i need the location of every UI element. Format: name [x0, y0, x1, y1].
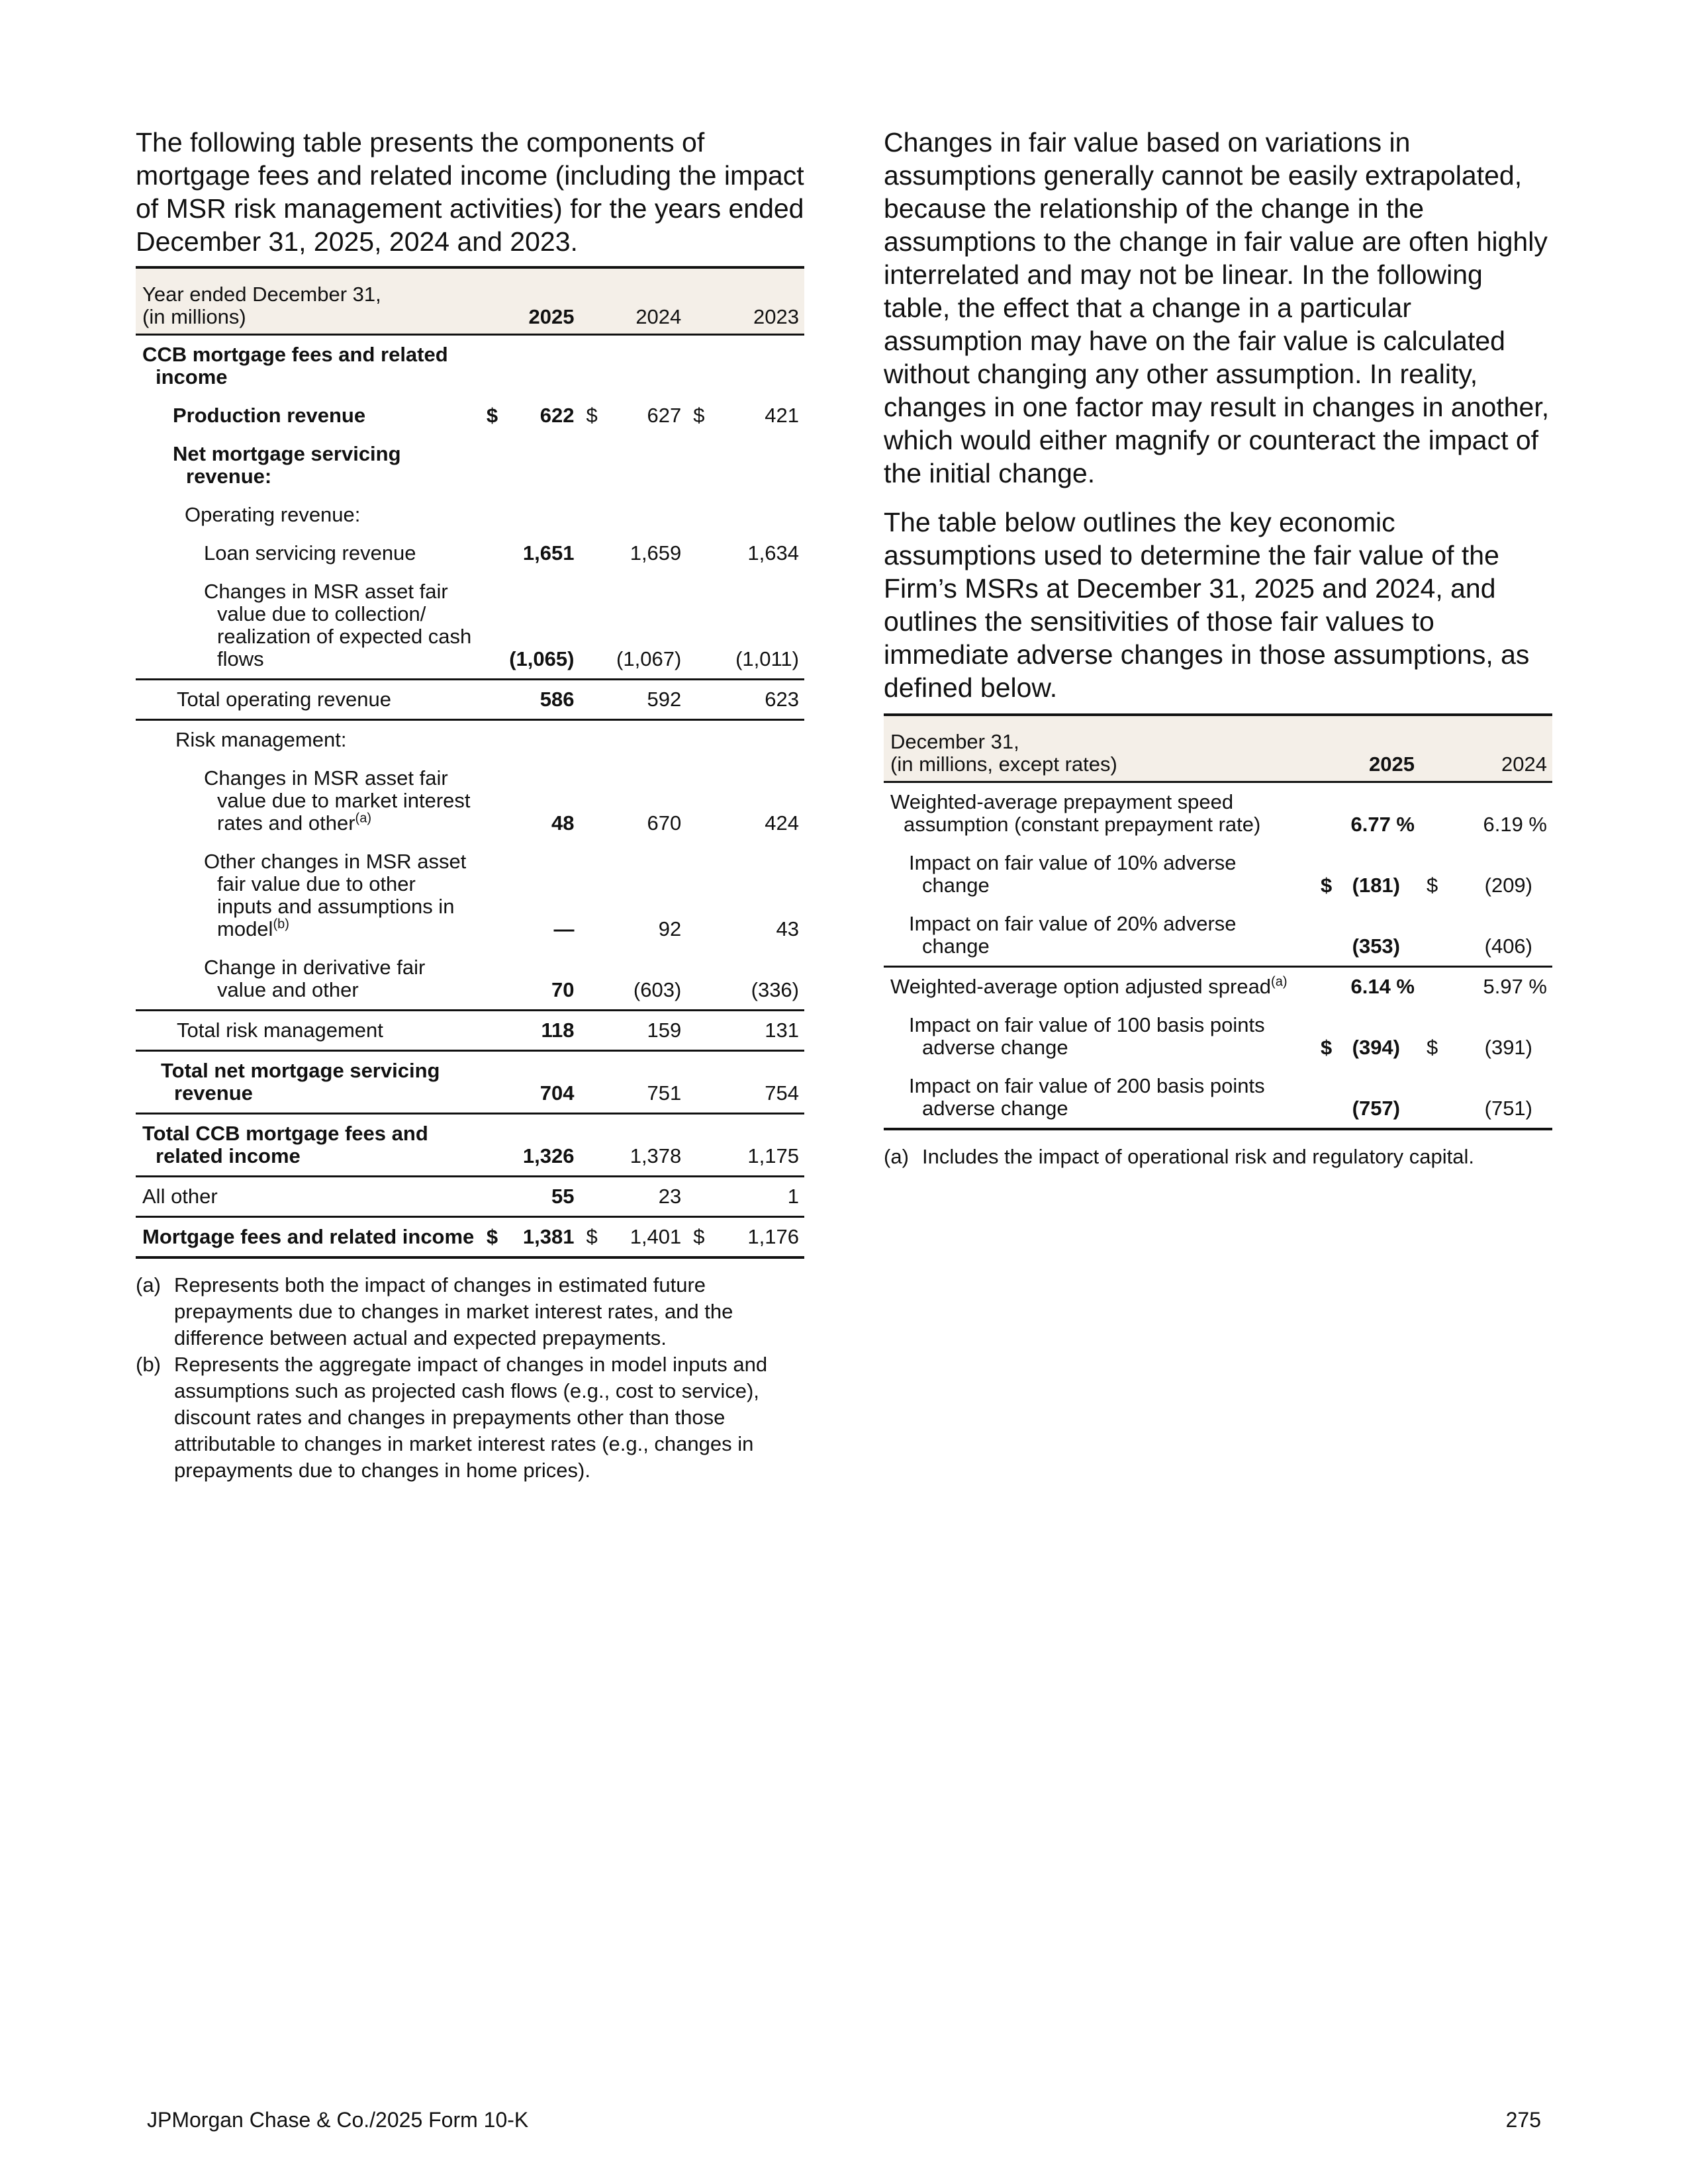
table-row: Change in derivative fair value and other 70 (603) (336) — [204, 956, 799, 1001]
table-row: Changes in MSR asset fair value due to market interest rates and other$^{(a)}$ 48 670 424 — [204, 766, 799, 835]
header-label: December 31, (in millions, except rates) — [884, 715, 1314, 782]
mortgage-fees-table — [136, 266, 804, 1259]
table-row: Total risk management 118 159 131 — [136, 1011, 804, 1051]
section-title: CCB mortgage fees and related income — [142, 343, 448, 388]
table-row: Changes in MSR asset fair value due to collection/ realization of expected cash flows (1,065) (1,067) (1,011) — [204, 580, 799, 670]
table-row: Operating revenue: — [185, 503, 361, 526]
left-column — [136, 126, 804, 1484]
table-row — [136, 335, 804, 397]
right-column — [884, 126, 1552, 1170]
table-row: Production revenue $ 622 $ 627 $ 421 — [173, 404, 799, 427]
header-year-2025: 2025 — [480, 267, 580, 335]
page-footer-title: JPMorgan Chase & Co./2025 Form 10-K — [147, 2108, 529, 2132]
right-intro-paragraph-2: The table below outlines the key economic assumptions used to determine the fair value of the Firm’s MSRs at December 31, 2025 and 2024, and outlines the sensitivities of those fair values to immediate adverse changes in those assumptions, as defined below. — [884, 507, 1530, 703]
footnote-b: (b) Represents the aggregate impact of changes in model inputs and assumptions such as projected cash flows (e.g., cost to service), discount rates and changes in prepayments other than those attributable to changes in market interest rates (e.g., changes in prepayments due to changes in home prices). — [136, 1353, 768, 1482]
table-row: Total net mortgage servicing revenue 704 751 754 — [136, 1051, 804, 1114]
table-row: Risk management: — [175, 728, 347, 751]
table-row: Impact on fair value of 20% adverse change (353) (406) — [884, 905, 1552, 967]
table-row: Impact on fair value of 200 basis points adverse change (757) (751) — [909, 1074, 1532, 1120]
table-row: All other 55 23 1 — [136, 1177, 804, 1217]
table-row: Weighted-average prepayment speed assumption (constant prepayment rate) 6.77 % 6.19 % — [890, 790, 1547, 836]
table-row: Loan servicing revenue 1,651 1,659 1,634 — [204, 541, 799, 565]
table-row: Other changes in MSR asset fair value due to other inputs and assumptions in model$^{(b)}$ — 92 43 — [204, 850, 799, 940]
right-intro-paragraph-1: Changes in fair value based on variations in assumptions generally cannot be easily extrapolated, because the relationship of the change in the assumptions to the change in fair value are often highly interrelated and may not be linear. In the following table, the effect that a change in a particular assumption may have on the fair value is calculated without changing any other assumption. In reality, changes in one factor may result in changes in another, which would either magnify or counteract the impact of the initial change. — [884, 127, 1550, 488]
table-row: Total operating revenue 586 592 623 — [136, 680, 804, 720]
table-row: Total CCB mortgage fees and related income 1,326 1,378 1,175 — [136, 1114, 804, 1177]
table-row: Mortgage fees and related income $ 1,381 $ 1,401 $ 1,176 — [142, 1225, 799, 1248]
table-header-row — [136, 267, 804, 335]
right-footnote: (a) Includes the impact of operational risk and regulatory capital. — [884, 1145, 1475, 1168]
table-row: Impact on fair value of 100 basis points adverse change $ (394) $ (391) — [909, 1013, 1532, 1059]
table-header-row — [884, 715, 1552, 782]
footnote-a: (a) Represents both the impact of changes in estimated future prepayments due to changes in market interest rates, and the difference between actual and expected prepayments. — [136, 1273, 733, 1349]
header-label: Year ended December 31, (in millions) — [136, 267, 480, 335]
header-year-2023: 2023 — [686, 267, 804, 335]
table-row: Net mortgage servicing revenue: — [173, 442, 401, 488]
left-intro-paragraph: The following table presents the components of mortgage fees and related income (including the impact of MSR risk management activities) for the years ended December 31, 2025, 2024 and 2023. — [136, 127, 804, 257]
table-row: Weighted-average option adjusted spread$^{(a)}$ 6.14 % 5.97 % — [890, 974, 1547, 998]
header-year-2024: 2024 — [1420, 715, 1552, 782]
left-footnotes — [136, 1272, 804, 1484]
msr-assumptions-table — [884, 713, 1552, 1130]
header-year-2025: 2025 — [1314, 715, 1420, 782]
page-number: 275 — [1505, 2108, 1541, 2132]
table-row: Impact on fair value of 10% adverse change $ (181) $ (209) — [909, 851, 1532, 897]
header-year-2024: 2024 — [579, 267, 686, 335]
